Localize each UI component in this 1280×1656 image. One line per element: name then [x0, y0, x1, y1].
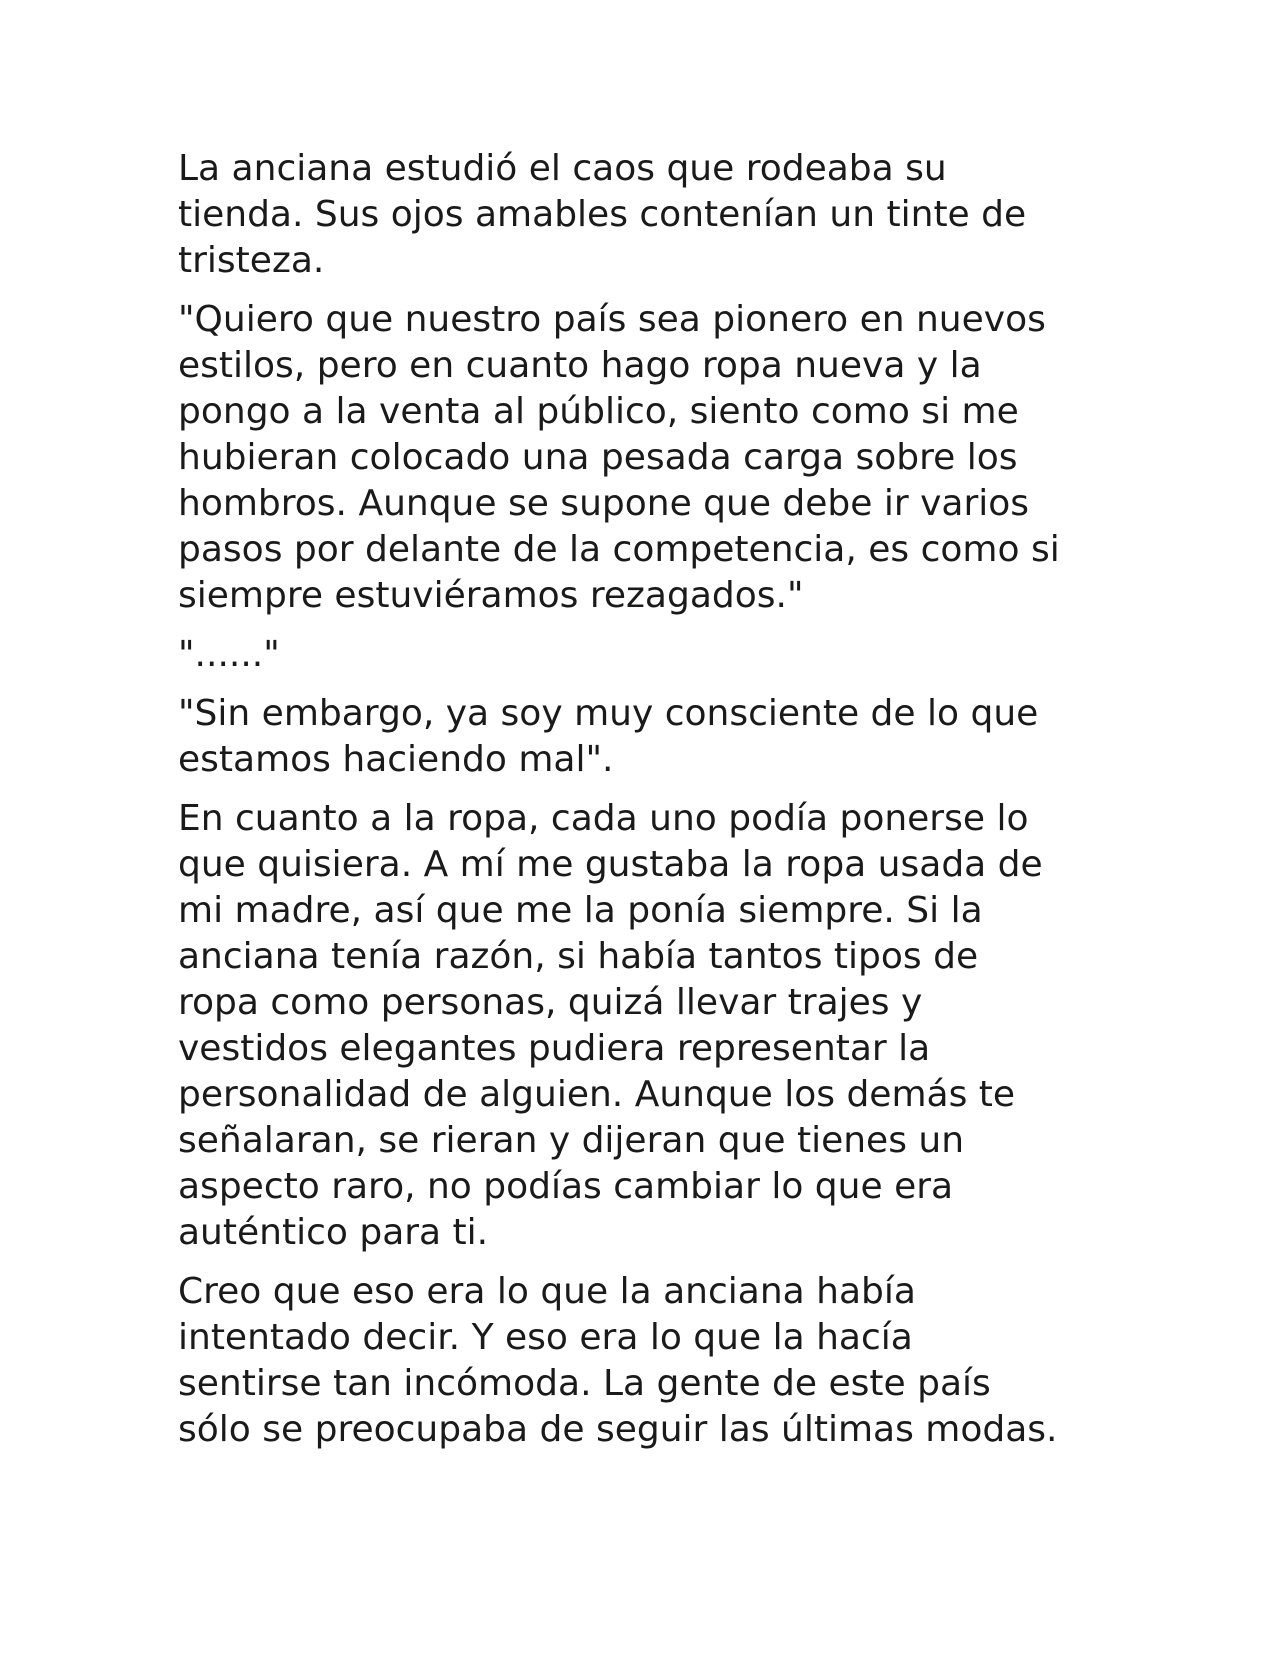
paragraph-intro: La anciana estudió el caos que rodeaba su tienda. Sus ojos amables contenían un tinte de tristeza. — [178, 148, 1027, 281]
paragraph-ellipsis: "......" — [178, 634, 280, 675]
paragraph-conclusion: Creo que eso era lo que la anciana había intentado decir. Y eso era lo que la hacía sentirse tan incómoda. La gente de este país sólo se preocupaba de seguir las últimas modas. — [178, 1271, 1058, 1450]
paragraph-quote-pioneer: "Quiero que nuestro país sea pionero en nuevos estilos, pero en cuanto hago ropa nueva y la pongo a la venta al público, siento como si me hubieran colocado una pesada carga sobre los hombros. Aunque se supone que debe ir varios pasos por delante de la competencia, es como si siempre estuviéramos rezagados." — [178, 299, 1060, 616]
paragraph-quote-conscious: "Sin embargo, ya soy muy consciente de lo que estamos haciendo mal". — [178, 693, 1039, 780]
text-column — [178, 146, 1128, 1466]
paragraph-clothes: En cuanto a la ropa, cada uno podía ponerse lo que quisiera. A mí me gustaba la ropa usada de mi madre, así que me la ponía siempre. Si la anciana tenía razón, si había tantos tipos de ropa como personas, quizá llevar trajes y vestidos elegantes pudiera representar la personalidad de alguien. Aunque los demás te señalaran, se rieran y dijeran que tienes un aspecto raro, no podías cambiar lo que era auténtico para ti. — [178, 798, 1043, 1253]
